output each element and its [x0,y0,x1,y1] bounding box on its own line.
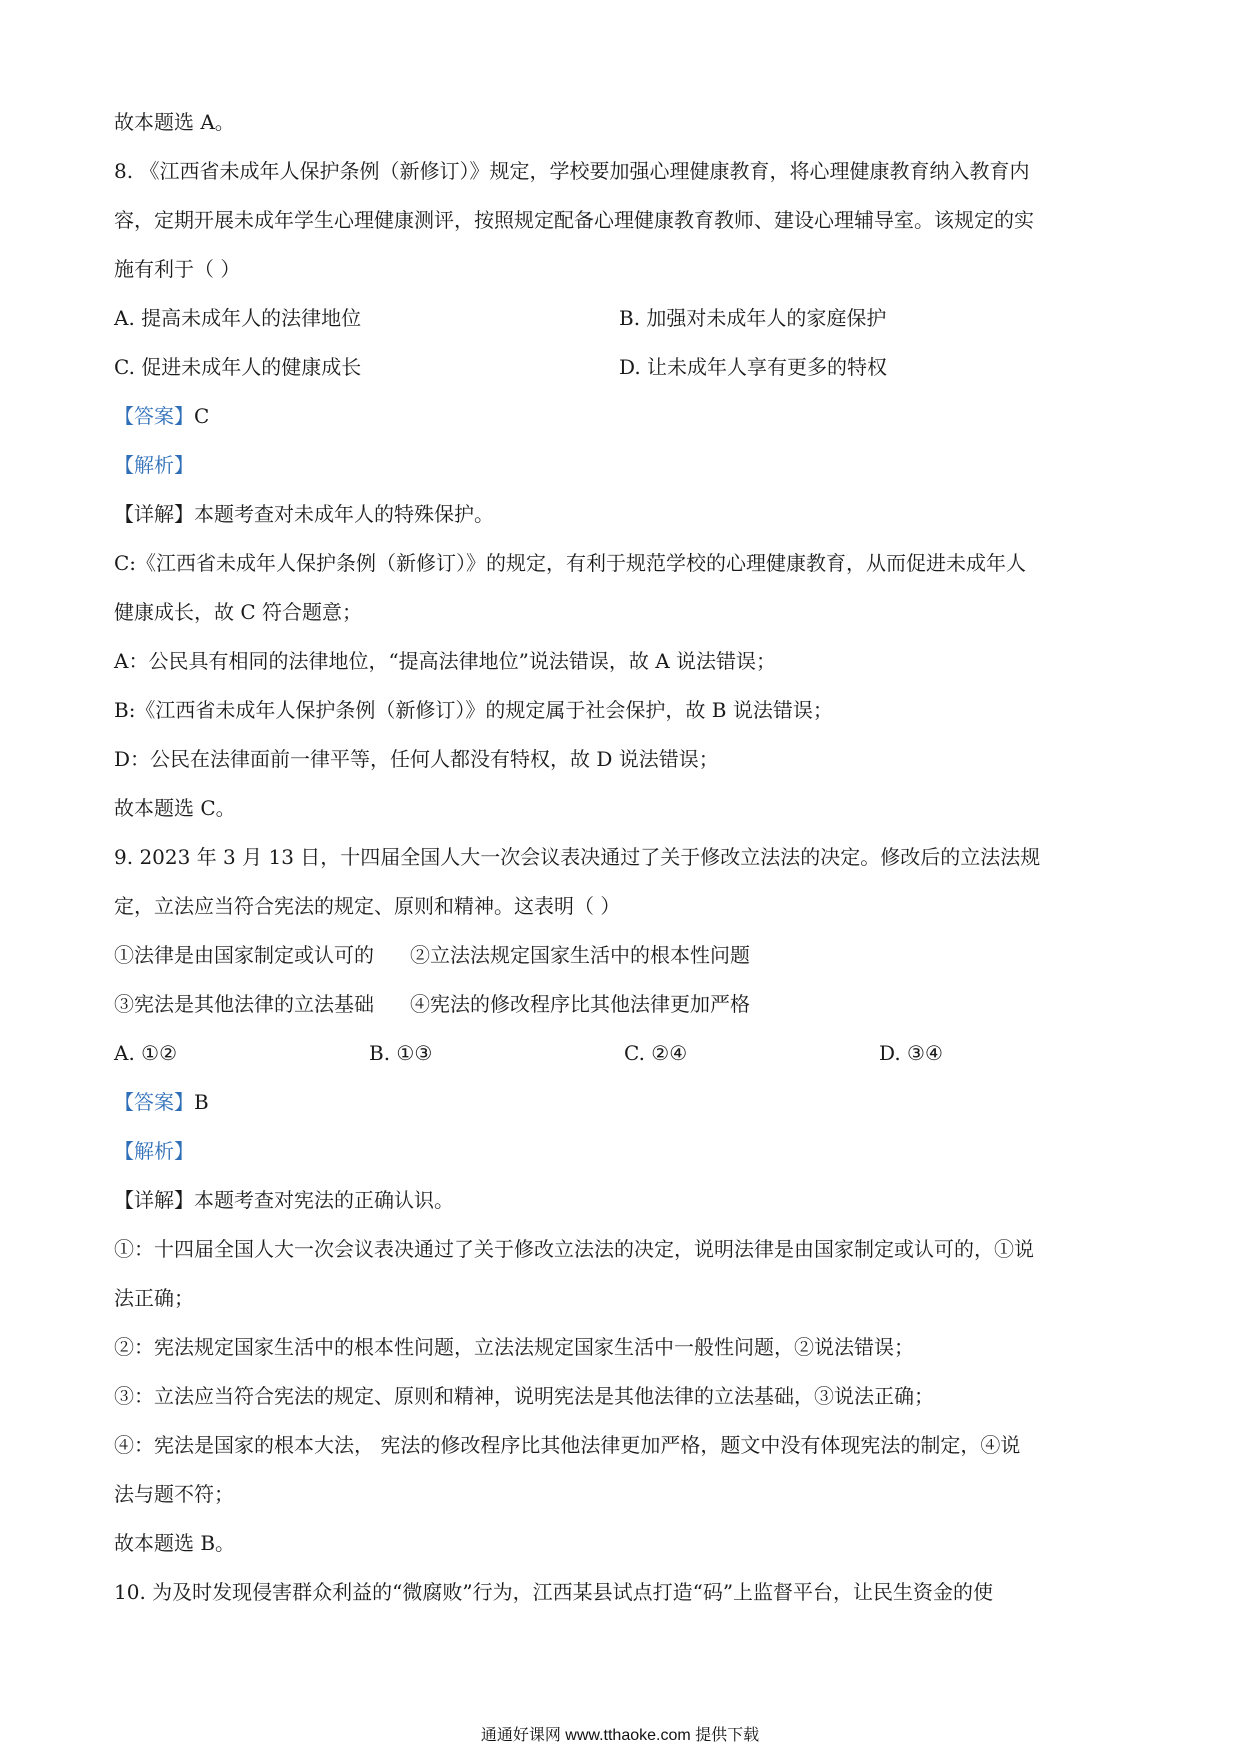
q9-explain-3: ③：立法应当符合宪法的规定、原则和精神，说明宪法是其他法律的立法基础，③说法正确； [114,1384,934,1408]
q8-answer [114,392,1134,441]
q8-options-row-2 [114,343,1134,392]
q9-option-b: B. ①③ [369,1041,433,1065]
q9-answer [114,1078,1134,1127]
q9-options-row [114,1029,1134,1078]
q9-conclusion: 故本题选 B。 [114,1531,236,1555]
q8-option-c: C. 促进未成年人的健康成长 [114,355,362,379]
q8-detail: 【详解】本题考查对未成年人的特殊保护。 [114,502,494,526]
page-footer: 通通好课网 www.tthaoke.com 提供下载 [480,1727,760,1744]
q8-explain-c-line-1: C:《江西省未成年人保护条例（新修订）》的规定，有利于规范学校的心理健康教育，从而促进未成年人 [114,551,1027,575]
q9-explain-1-line-2: 法正确； [114,1286,194,1310]
q9-statement-2: ②立法法规定国家生活中的根本性问题 [410,943,750,967]
q9-explain-4-line-1: ④：宪法是国家的根本大法， 宪法的修改程序比其他法律更加严格，题文中没有体现宪法的制定，④说 [114,1433,1021,1457]
q8-explain-a: A：公民具有相同的法律地位，“提高法律地位”说法错误，故 A 说法错误； [114,649,777,673]
q9-option-c: C. ②④ [624,1041,688,1065]
q8-answer-tag: 【答案】 [114,404,194,428]
q9-statements-row-2 [114,980,1134,1029]
q8-analysis-tag: 【解析】 [114,453,194,477]
q8-option-d: D. 让未成年人享有更多的特权 [619,355,888,379]
q9-option-d: D. ③④ [879,1041,943,1065]
q8-option-b: B. 加强对未成年人的家庭保护 [619,306,887,330]
q9-statement-1: ①法律是由国家制定或认可的 [114,943,374,967]
q9-statement-4: ④宪法的修改程序比其他法律更加严格 [410,992,750,1016]
q9-option-a: A. ①② [114,1041,178,1065]
q9-explain-2: ②：宪法规定国家生活中的根本性问题，立法法规定国家生活中一般性问题，②说法错误； [114,1335,914,1359]
q8-options-row-1 [114,294,1134,343]
q9-stem-line-2: 定，立法应当符合宪法的规定、原则和精神。这表明（ ） [114,894,621,918]
q9-statements-row-1 [114,931,1134,980]
q9-stem-line-1: 9. 2023 年 3 月 13 日，十四届全国人大一次会议表决通过了关于修改立法法的决定。修改后的立法法规 [114,845,1041,869]
q9-answer-tag: 【答案】 [114,1090,194,1114]
q8-explain-b: B:《江西省未成年人保护条例（新修订）》的规定属于社会保护，故 B 说法错误； [114,698,833,722]
q9-explain-1-line-1: ①：十四届全国人大一次会议表决通过了关于修改立法法的决定，说明法律是由国家制定或认可的，①说 [114,1237,1034,1261]
q10-stem-line-1: 10. 为及时发现侵害群众利益的“微腐败”行为，江西某县试点打造“码”上监督平台，让民生资金的使 [114,1580,994,1604]
q9-analysis-tag: 【解析】 [114,1139,194,1163]
q8-stem-line-2: 容，定期开展未成年学生心理健康测评，按照规定配备心理健康教育教师、建设心理辅导室。该规定的实 [114,208,1034,232]
q8-stem-line-1: 8. 《江西省未成年人保护条例（新修订）》规定，学校要加强心理健康教育，将心理健康教育纳入教育内 [114,159,1030,183]
q7-conclusion: 故本题选 A。 [114,110,235,134]
q8-explain-d: D：公民在法律面前一律平等，任何人都没有特权，故 D 说法错误； [114,747,719,771]
q9-statement-3: ③宪法是其他法律的立法基础 [114,992,374,1016]
q8-explain-c-line-2: 健康成长，故 C 符合题意； [114,600,363,624]
q9-detail: 【详解】本题考查对宪法的正确认识。 [114,1188,454,1212]
q8-option-a: A. 提高未成年人的法律地位 [114,306,362,330]
document-body [114,98,1134,1617]
q8-conclusion: 故本题选 C。 [114,796,236,820]
q8-stem-line-3: 施有利于（ ） [114,257,241,281]
q8-answer-value: C [194,404,210,428]
q9-answer-value: B [194,1090,209,1114]
q9-explain-4-line-2: 法与题不符； [114,1482,234,1506]
